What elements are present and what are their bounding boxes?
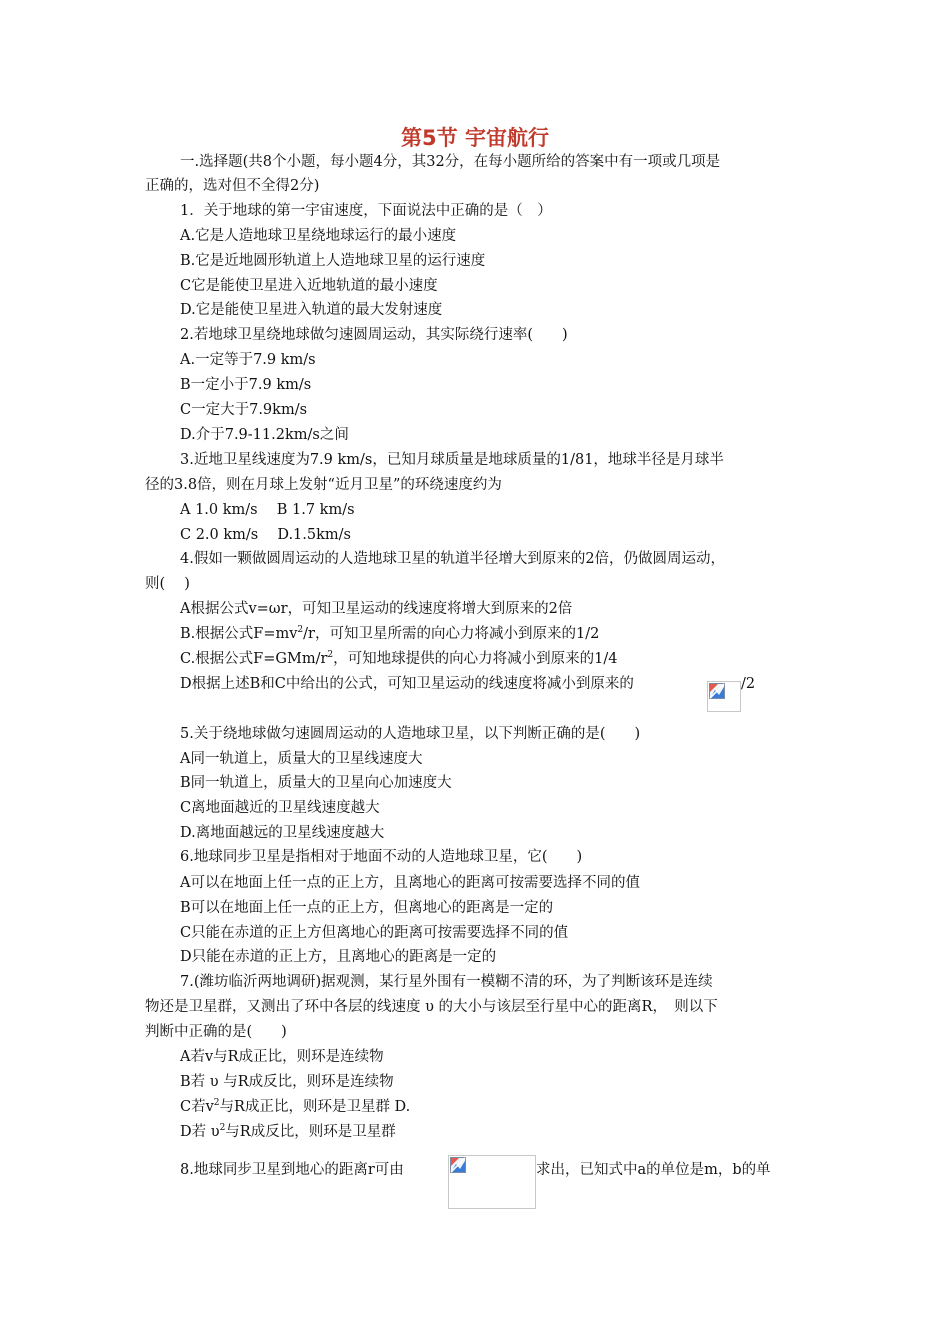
section-intro-line-2: 正确的，选对但不全得2分) [145,178,320,194]
option-b-superscript: 2 [297,625,304,636]
question-4-option-d-pre: D根据上述B和C中给出的公式，可知卫星运动的线速度将减小到原来的 [180,676,634,692]
option-c-text-pre: C.根据公式F=GMm/r [180,651,328,667]
section-intro-line-1: 一.选择题(共8个小题，每小题4分，其32分，在每小题所给的答案中有一项或几项是 [180,154,721,170]
question-3-options-row-2: C 2.0 km/s D.1.5km/s [180,527,351,543]
question-8-stem-post: 求出，已知式中a的单位是m，b的单 [536,1162,771,1178]
question-2-stem: 2.若地球卫星绕地球做匀速圆周运动，其实际绕行速率( ) [180,327,568,343]
question-6-option-b: B可以在地面上任一点的正上方，但离地心的距离是一定的 [180,900,554,916]
question-7-stem-line-1: 7.(潍坊临沂两地调研)据观测，某行星外围有一模糊不清的环，为了判断该环是连续 [180,974,713,990]
question-4-stem-line-1: 4.假如一颗做圆周运动的人造地球卫星的轨道半径增大到原来的2倍，仍做圆周运动， [180,551,726,567]
question-3-options-row-1: A 1.0 km/s B 1.7 km/s [180,502,355,518]
question-3-stem-line-1: 3.近地卫星线速度为7.9 km/s，已知月球质量是地球质量的1/81，地球半径是月球半 [180,452,724,468]
image-placeholder-icon [450,1157,466,1173]
question-3-stem-line-2: 径的3.8倍，则在月球上发射“近月卫星”的环绕速度约为 [145,477,502,493]
option-c-text-pre: C若v [180,1099,214,1115]
question-5-option-b: B同一轨道上，质量大的卫星向心加速度大 [180,775,452,791]
option-d-text-post: 与R成反比，则环是卫星群 [225,1124,396,1140]
question-6-option-d: D只能在赤道的正上方，且离地心的距离是一定的 [180,949,497,965]
option-b-text-pre: B.根据公式F=mv [180,626,298,642]
question-6-option-a: A可以在地面上任一点的正上方，且离地心的距离可按需要选择不同的值 [180,875,640,891]
question-5-option-d: D.离地面越远的卫星线速度越大 [180,825,385,841]
option-d-text-pre: D若 υ [180,1124,220,1140]
question-7-option-c [180,1097,410,1117]
question-7-stem-line-3: 判断中正确的是( ) [145,1024,287,1040]
question-4-option-c [180,649,617,669]
question-7-stem-line-2: 物还是卫星群，又测出了环中各层的线速度 υ 的大小与该层至行星中心的距离R， 则以下 [145,999,718,1015]
question-2-option-b: B一定小于7.9 km/s [180,377,312,393]
question-1-option-b: B.它是近地圆形轨道上人造地球卫星的运行速度 [180,253,486,269]
question-4-option-b [180,624,599,644]
option-d-superscript: 2 [219,1123,226,1134]
question-8-stem-pre: 8.地球同步卫星到地心的距离r可由 [180,1162,404,1178]
option-b-text-post: /r，可知卫星所需的向心力将减小到原来的1/2 [303,626,600,642]
question-7-option-a: A若v与R成正比，则环是连续物 [180,1049,384,1065]
question-4-option-a: A根据公式v=ωr，可知卫星运动的线速度将增大到原来的2倍 [180,601,573,617]
question-2-option-d: D.介于7.9-11.2km/s之间 [180,427,349,443]
broken-image-icon [707,681,741,712]
option-c-superscript: 2 [213,1098,220,1109]
question-6-stem: 6.地球同步卫星是指相对于地面不动的人造地球卫星，它( ) [180,849,583,865]
broken-formula-image [448,1155,536,1209]
page-title: 第5节 宇宙航行 [401,126,549,150]
question-1-option-a: A.它是人造地球卫星绕地球运行的最小速度 [180,228,457,244]
question-5-option-c: C离地面越近的卫星线速度越大 [180,800,380,816]
question-5-stem: 5.关于绕地球做匀速圆周运动的人造地球卫星，以下判断正确的是( ) [180,726,641,742]
option-c-text-post: ，可知地球提供的向心力将减小到原来的1/4 [333,651,618,667]
option-c-text-post: 与R成正比，则环是卫星群 D. [219,1099,411,1115]
question-4-option-d-post: /2 [741,676,756,692]
question-5-option-a: A同一轨道上，质量大的卫星线速度大 [180,751,423,767]
question-1-stem: 1．关于地球的第一宇宙速度，下面说法中正确的是（ ） [180,203,552,219]
question-6-option-c: C只能在赤道的正上方但离地心的距离可按需要选择不同的值 [180,925,569,941]
question-7-option-b: B若 υ 与R成反比，则环是连续物 [180,1074,394,1090]
question-2-option-a: A.一定等于7.9 km/s [180,352,316,368]
question-1-option-d: D.它是能使卫星进入轨道的最大发射速度 [180,302,443,318]
question-7-option-d [180,1122,396,1142]
question-4-stem-line-2: 则( ) [145,576,190,592]
option-c-superscript: 2 [327,650,334,661]
question-2-option-c: C一定大于7.9km/s [180,402,308,418]
question-1-option-c: C它是能使卫星进入近地轨道的最小速度 [180,278,438,294]
image-placeholder-icon [709,683,725,699]
